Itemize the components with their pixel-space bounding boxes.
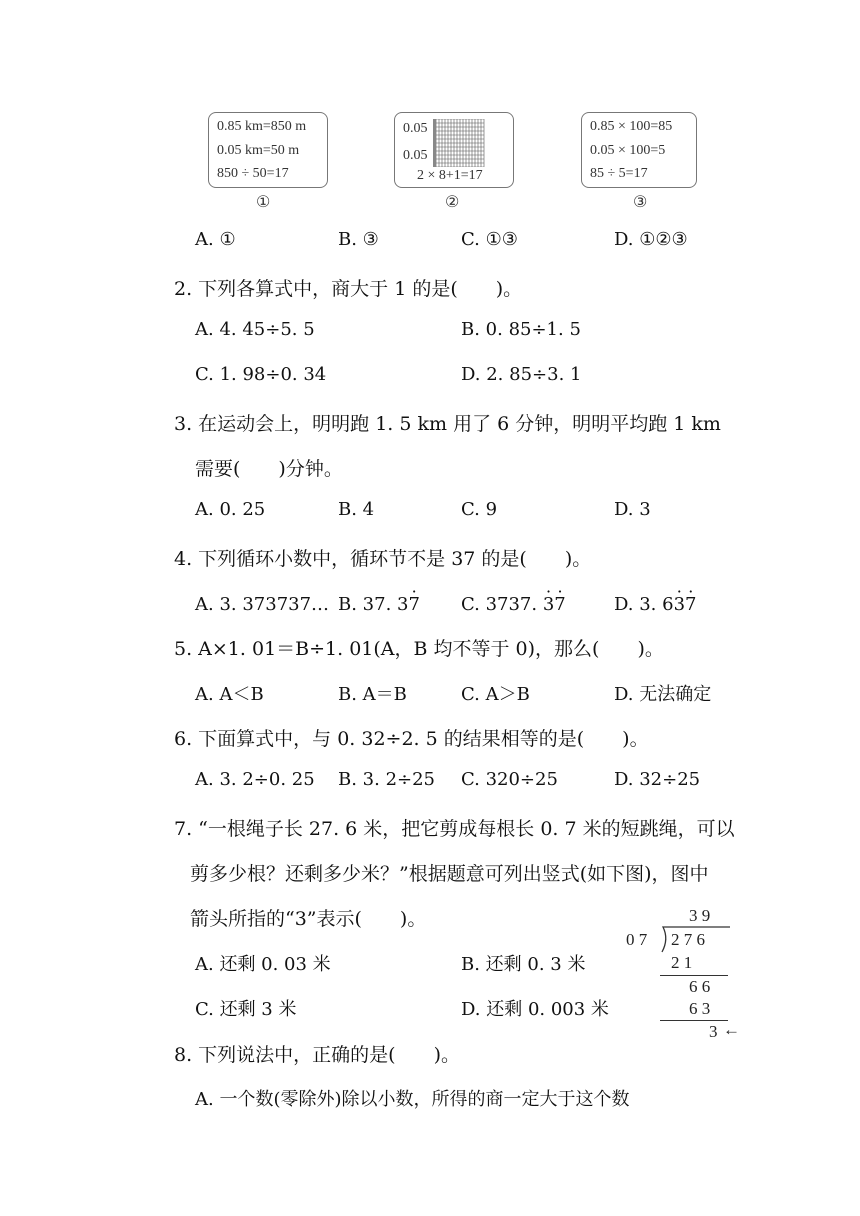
q4-option-b-text: B. 37. 3 xyxy=(338,594,409,615)
figure-1-line-2: 0.05 km=50 m xyxy=(217,143,300,158)
q4-option-c-repeating-start: 3 · xyxy=(543,594,554,615)
q4-option-a xyxy=(195,594,329,615)
q8-stem: 8. 下列说法中，正确的是( )。 xyxy=(174,1044,460,1066)
q7-option-a: A. 还剩 0. 03 米 xyxy=(195,954,331,975)
q4-option-b-repeating-digit: 7 · xyxy=(408,594,419,615)
q6-option-b: B. 3. 2÷25 xyxy=(338,769,436,790)
division-row-1: 2 1 xyxy=(671,953,693,972)
division-quotient: 3 9 xyxy=(689,906,711,925)
q6-option-c: C. 320÷25 xyxy=(461,769,558,790)
division-row-3: 6 3 xyxy=(689,999,711,1018)
division-dividend: 2 7 6 xyxy=(671,930,705,949)
q4-option-c xyxy=(461,594,566,615)
q6-option-a: A. 3. 2÷0. 25 xyxy=(195,769,315,790)
q1-option-c: C. ①③ xyxy=(461,229,518,250)
figure-2-line-3: 2 × 8+1=17 xyxy=(417,168,483,183)
figure-2-label-1: 0.05 xyxy=(403,121,428,136)
q5-option-c: C. A＞B xyxy=(461,684,530,705)
q2-stem: 2. 下列各算式中，商大于 1 的是( )。 xyxy=(174,278,523,300)
q4-option-c-text: C. 3737. xyxy=(461,594,543,615)
figure-3 xyxy=(581,112,697,188)
figure-2 xyxy=(394,112,514,188)
q3-option-d: D. 3 xyxy=(614,499,651,520)
q4-option-d-text: D. 3. 6 xyxy=(614,594,674,615)
q4-option-c-repeating-end: 7 · xyxy=(554,594,565,615)
q4-stem: 4. 下列循环小数中，循环节不是 37 的是( )。 xyxy=(174,548,592,570)
q7-stem-line-1: 7. “一根绳子长 27. 6 米，把它剪成每根长 0. 7 米的短跳绳，可以 xyxy=(174,818,735,840)
figure-3-caption: ③ xyxy=(633,192,648,211)
q5-option-a: A. A＜B xyxy=(195,684,264,705)
q1-option-d: D. ①②③ xyxy=(614,229,688,250)
q3-stem-line-2: 需要( )分钟。 xyxy=(195,458,343,480)
q5-option-d: D. 无法确定 xyxy=(614,684,712,705)
q7-stem-line-3: 箭头所指的“3”表示( )。 xyxy=(190,908,427,930)
figure-2-caption: ② xyxy=(445,192,460,211)
q4-option-b xyxy=(338,594,420,615)
q6-stem: 6. 下面算式中，与 0. 32÷2. 5 的结果相等的是( )。 xyxy=(174,728,649,750)
q2-option-d: D. 2. 85÷3. 1 xyxy=(461,364,582,385)
division-divisor: 0 7 xyxy=(626,930,648,949)
figure-3-line-2: 0.05 × 100=5 xyxy=(590,143,666,158)
division-row-2: 6 6 xyxy=(689,977,711,996)
figure-1 xyxy=(208,112,328,188)
q1-option-b: B. ③ xyxy=(338,229,379,250)
q1-option-a: A. ① xyxy=(195,229,236,250)
q3-stem-line-1: 3. 在运动会上，明明跑 1. 5 km 用了 6 分钟，明明平均跑 1 km xyxy=(174,413,721,435)
q4-option-d-repeating-end: 7 · xyxy=(685,594,696,615)
figure-1-caption: ① xyxy=(256,192,271,211)
q3-option-c: C. 9 xyxy=(461,499,498,520)
figure-1-line-3: 850 ÷ 50=17 xyxy=(217,166,289,181)
q7-option-c: C. 还剩 3 米 xyxy=(195,999,297,1020)
q3-option-b: B. 4 xyxy=(338,499,375,520)
q5-option-b: B. A＝B xyxy=(338,684,407,705)
q7-option-b: B. 还剩 0. 3 米 xyxy=(461,954,586,975)
q7-option-d: D. 还剩 0. 003 米 xyxy=(461,999,609,1020)
division-arrow-icon: ← xyxy=(723,1020,740,1039)
q5-stem: 5. A×1. 01＝B÷1. 01(A，B 均不等于 0)，那么( )。 xyxy=(174,638,664,660)
figure-2-grid xyxy=(433,119,485,167)
q3-option-a: A. 0. 25 xyxy=(195,499,266,520)
figure-3-line-3: 85 ÷ 5=17 xyxy=(590,166,648,181)
q7-stem-line-2: 剪多少根？还剩多少米？”根据题意可列出竖式(如下图)，图中 xyxy=(190,863,709,885)
q2-option-c: C. 1. 98÷0. 34 xyxy=(195,364,327,385)
q4-option-d-repeating-start: 3 · xyxy=(674,594,685,615)
q4-option-a-text: A. 3. 373737… xyxy=(195,594,330,615)
division-line-1 xyxy=(660,975,728,976)
figure-3-line-1: 0.85 × 100=85 xyxy=(590,119,673,134)
division-line-2 xyxy=(660,1020,728,1021)
q2-option-a: A. 4. 45÷5. 5 xyxy=(195,319,315,340)
q8-option-a: A. 一个数(零除外)除以小数，所得的商一定大于这个数 xyxy=(195,1089,630,1110)
q4-option-d xyxy=(614,594,697,615)
q2-option-b: B. 0. 85÷1. 5 xyxy=(461,319,581,340)
figure-2-label-2: 0.05 xyxy=(403,148,428,163)
division-remainder: 3 xyxy=(709,1022,718,1041)
q6-option-d: D. 32÷25 xyxy=(614,769,701,790)
figure-1-line-1: 0.85 km=850 m xyxy=(217,119,307,134)
